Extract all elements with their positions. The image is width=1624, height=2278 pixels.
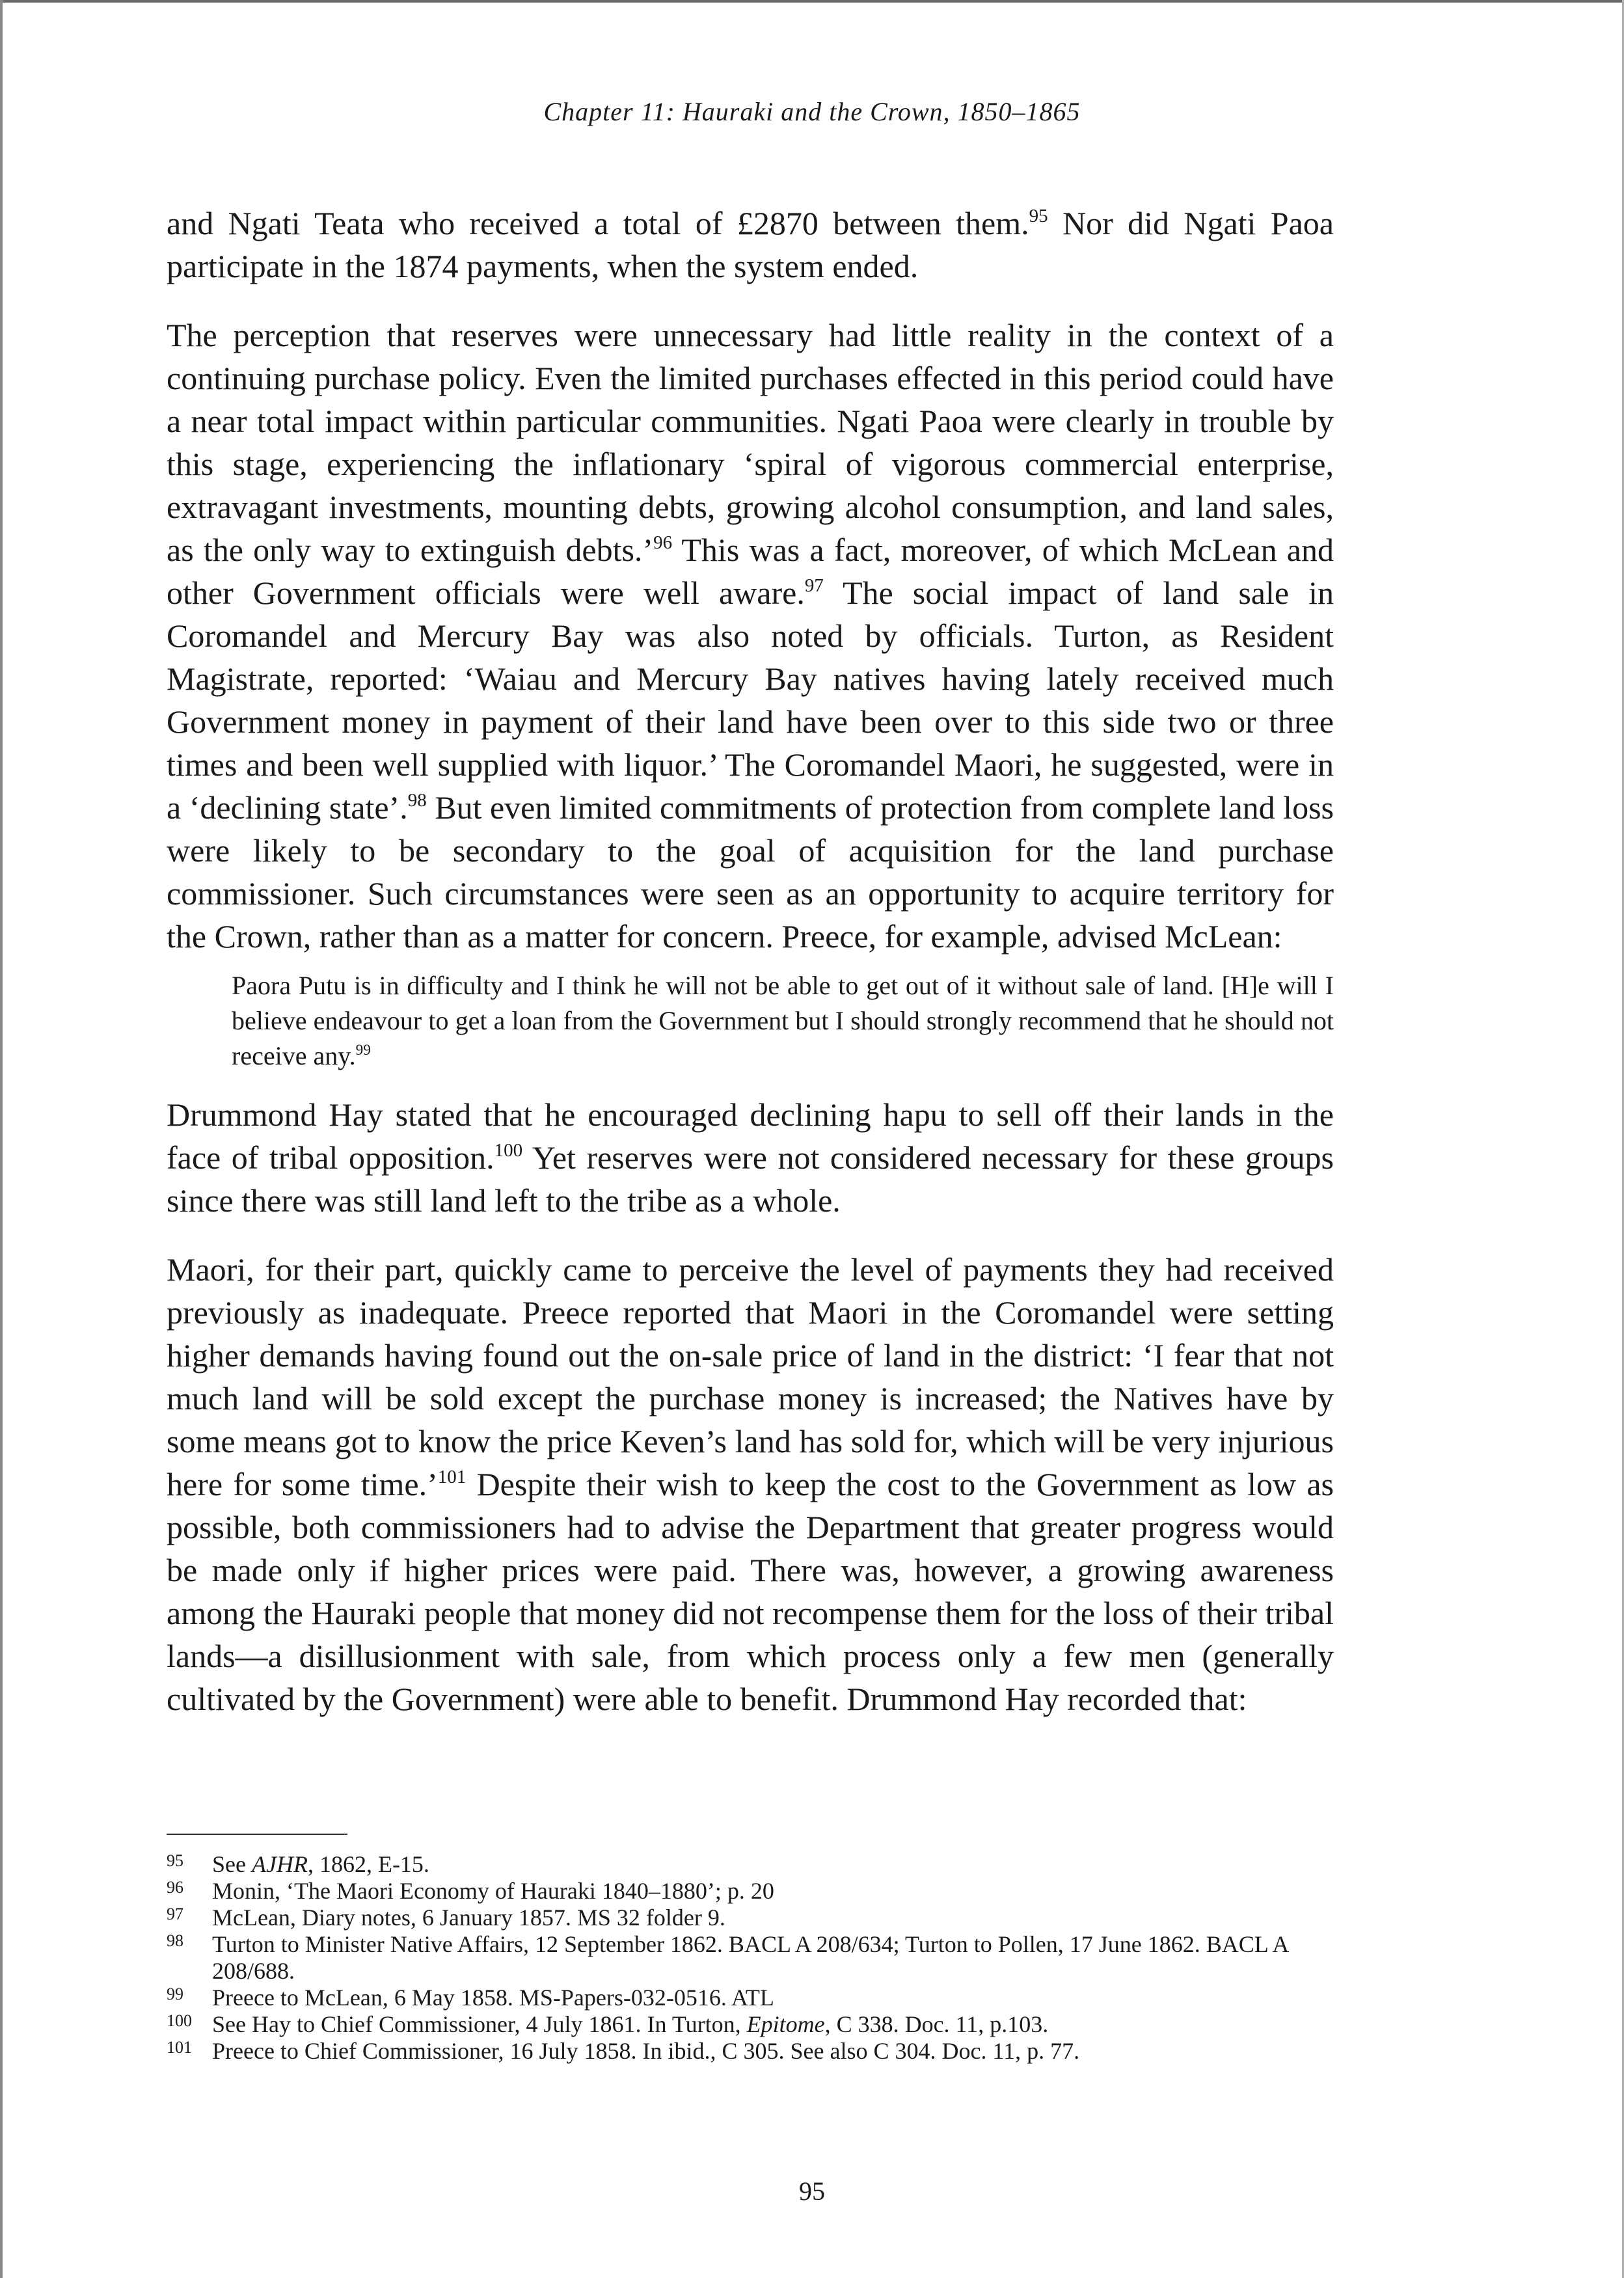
footnote-ref-97[interactable]: 97 [804,575,824,596]
scan-edge-left [0,0,3,2278]
paragraph-1: and Ngati Teata who received a total of £2870 between them.$^{95}$ Nor did Ngati Paoa participate in the 1874 payments, when the system ended. [167,205,1334,284]
footnote-98: 98 Turton to Minister Native Affairs, 12 September 1862. BACL A 208/634; Turton to Pollen, 17 June 1862. BACL A 208/688. [167,1931,1334,1985]
block-quote: Paora Putu is in difficulty and I think he will not be able to get out of it without sale of land. [H]e will I believe endeavour to get a loan from the Government but I should strongly recommend that he should not receive any.$^{99}$ [232,971,1334,1070]
running-head: Chapter 11: Hauraki and the Crown, 1850–1865 [543,97,1081,126]
footnote-ref-99[interactable]: 99 [355,1041,371,1059]
footnote-ref-98[interactable]: 98 [407,789,427,811]
footnote-ref-101[interactable]: 101 [437,1466,467,1487]
paragraph-4: Maori, for their part, quickly came to perceive the level of payments they had received previously as inadequate. Preece reported that Maori in the Coromandel were setting higher demands having found out the on-sale price of land in the district: ‘I fear that not much land will be sold except the purchase money is increased; the Natives have by some means got to know the price Keven’s land has sold for, which will be very injurious here for some time.’$^{101}$ Despite their wish to keep the cost to the Government as low as possible, both commissioners had to advise the Department that greater progress would be made only if higher prices were paid. There was, however, a growing awareness among the Hauraki people that money did not recompense them for the loss of their tribal lands—a disillusionment with sale, from which process only a few men (generally cultivated by the Government) were able to benefit. Drummond Hay recorded that: [167,1251,1334,1717]
footnote-99: 99 Preece to McLean, 6 May 1858. MS-Papers-032-0516. ATL [167,1985,1334,2011]
footnote-96: 96 Monin, ‘The Maori Economy of Hauraki 1840–1880’; p. 20 [167,1878,1334,1905]
body-text [167,202,1334,1720]
footnote-100: 100 See Hay to Chief Commissioner, 4 July 1861. In Turton, Epitome, C 338. Doc. 11, p.103. [167,2011,1334,2038]
footnote-ref-96[interactable]: 96 [653,532,673,553]
footnote-number: 95 [167,1851,183,1870]
page-number: 95 [799,2176,825,2206]
footnote-97: 97 McLean, Diary notes, 6 January 1857. MS 32 folder 9. [167,1905,1334,1931]
footnote-number: 98 [167,1931,183,1950]
footnotes [167,1851,1334,2065]
footnote-rule [167,1834,347,1835]
paragraph-2: The perception that reserves were unnecessary had little reality in the context of a continuing purchase policy. Even the limited purchases effected in this period could have a near total impact within particular communities. Ngati Paoa were clearly in trouble by this stage, experiencing the inflationary ‘spiral of vigorous commercial enterprise, extravagant investments, mounting debts, growing alcohol consumption, and land sales, as the only way to extinguish debts.’$^{96}$ This was a fact, moreover, of which McLean and other Government officials were well aware.$^{97}$ The social impact of land sale in Coromandel and Mercury Bay was also noted by officials. Turton, as Resident Magistrate, reported: ‘Waiau and Mercury Bay natives having lately received much Government money in payment of their land have been over to this side two or three times and been well supplied with liquor.’ The Coromandel Maori, he suggested, were in a ‘declining state’.$^{98}$ But even limited commitments of protection from complete land loss were likely to be secondary to the goal of acquisition for the land purchase commissioner. Such circumstances were seen as an opportunity to acquire territory for the Crown, rather than as a matter for concern. Preece, for example, advised McLean: [167,317,1334,955]
footnote-101: 101 Preece to Chief Commissioner, 16 July 1858. In ibid., C 305. See also C 304. Doc. 11, p. 77. [167,2038,1334,2065]
footnote-ref-95[interactable]: 95 [1029,205,1048,226]
footnote-ref-100[interactable]: 100 [494,1139,523,1161]
footnote-number: 101 [167,2038,192,2057]
footnote-number: 99 [167,1985,183,2003]
footnote-number: 100 [167,2011,192,2030]
paragraph-3: Drummond Hay stated that he encouraged declining hapu to sell off their lands in the face of tribal opposition.$^{100}$ Yet reserves were not considered necessary for these groups since there was still land left to the tribe as a whole. [167,1096,1334,1219]
footnote-number: 96 [167,1878,183,1897]
footnote-95: 95 See AJHR, 1862, E-15. [167,1851,1334,1878]
scan-edge-top [0,0,1624,3]
footnote-number: 97 [167,1905,183,1923]
